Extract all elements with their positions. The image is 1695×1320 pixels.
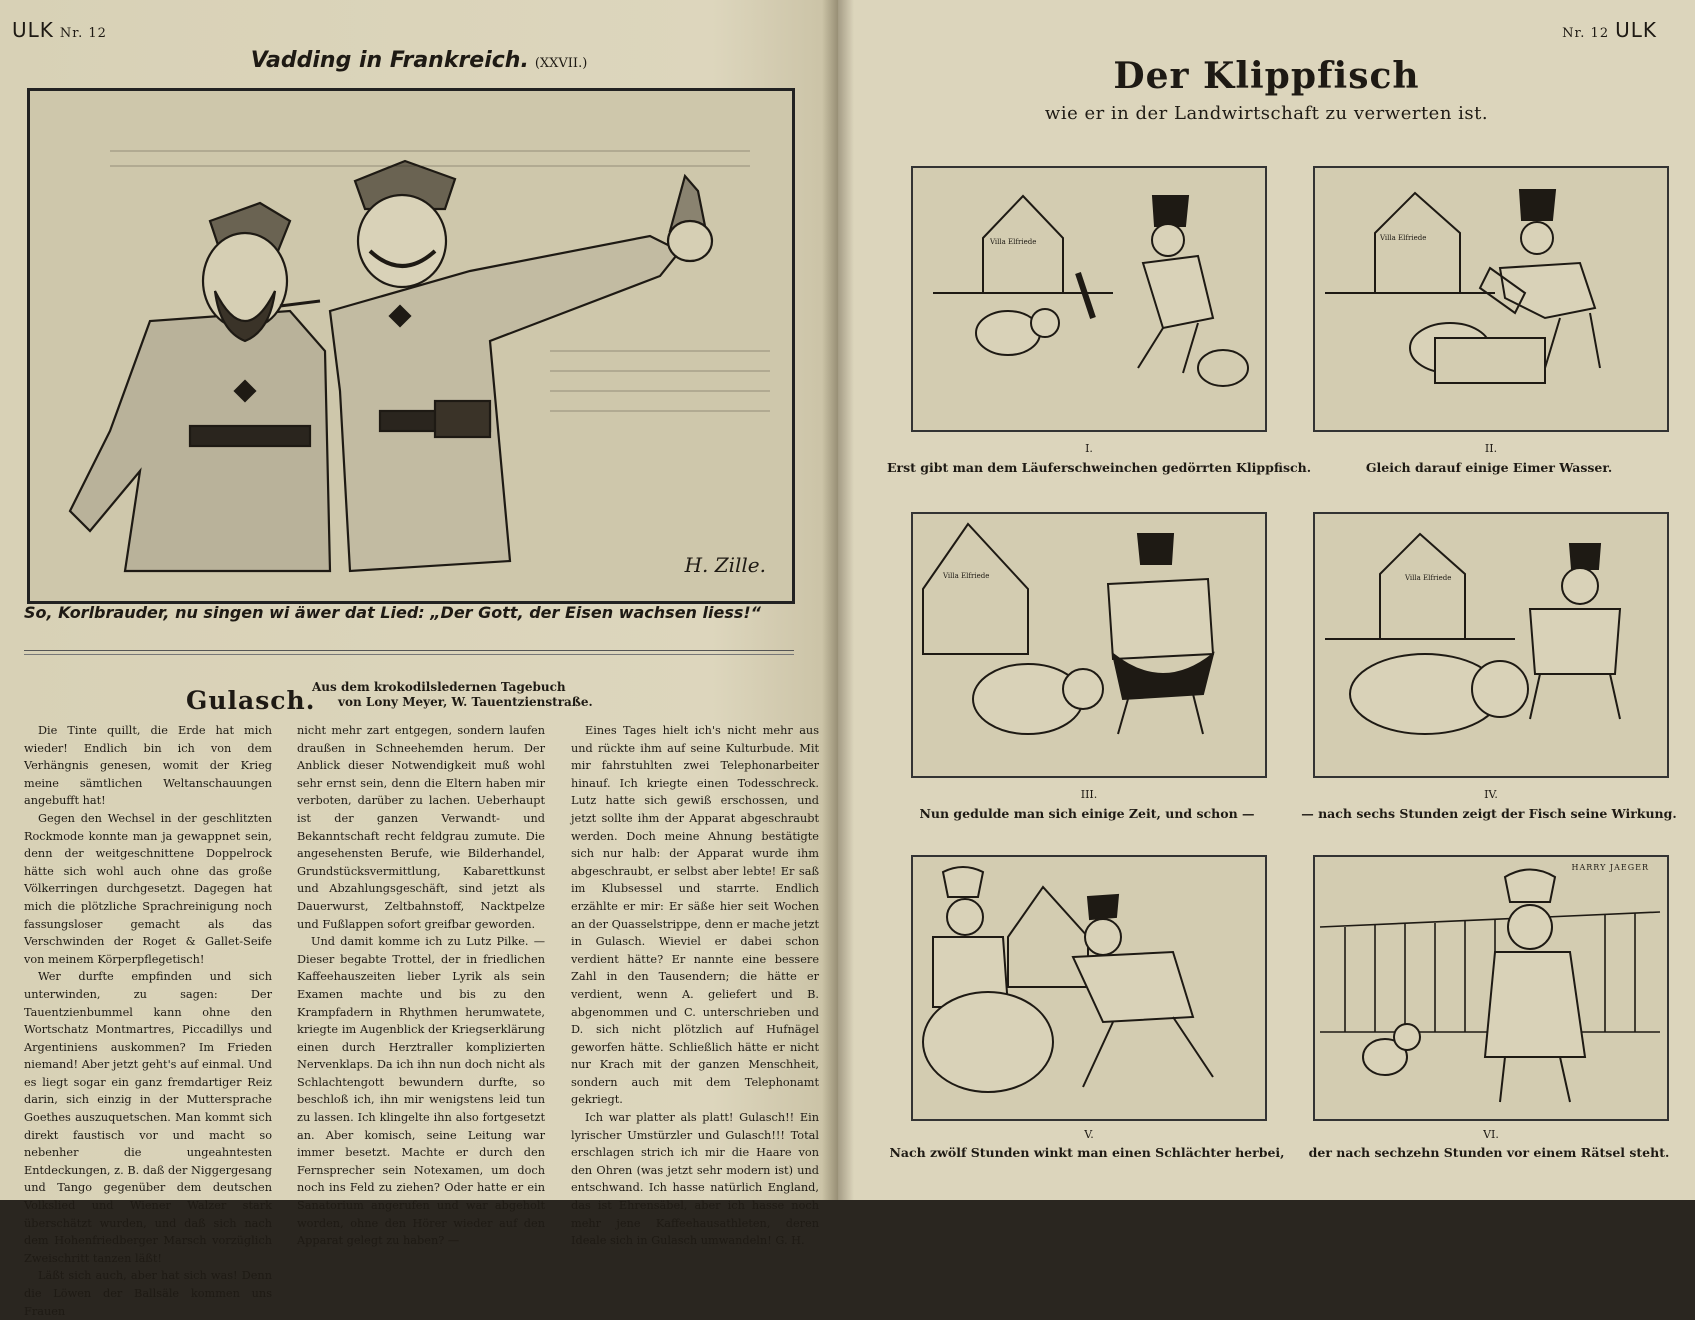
panel-number: I. — [1085, 442, 1093, 455]
panel-number: V. — [1084, 1128, 1094, 1141]
panel-drawing — [1315, 168, 1667, 430]
panel-number: III. — [1080, 788, 1098, 801]
panel-number: IV. — [1484, 788, 1498, 801]
paragraph: Läßt sich auch, aber hat sich was! Denn die Löwen der Ballsäle kommen uns Frauen — [24, 1269, 272, 1318]
comic-panel-6 — [1313, 855, 1669, 1121]
book-gutter — [822, 0, 854, 1200]
soldiers-drawing — [30, 91, 792, 601]
panel-drawing — [1315, 514, 1667, 776]
byline-line-2: von Lony Meyer, W. Tauentzienstraße. — [338, 695, 593, 709]
panel-drawing — [913, 514, 1265, 776]
comic-panel-1 — [911, 166, 1267, 432]
cartoon-title — [0, 48, 838, 73]
house-sign: Villa Elfriede — [990, 238, 1037, 246]
article-column-3 — [571, 722, 819, 1250]
house-sign: Villa Elfriede — [1380, 234, 1427, 242]
artist-signature: HARRY JAEGER — [1571, 863, 1649, 872]
article-byline — [312, 680, 593, 710]
paragraph: Eines Tages hielt ich's nicht mehr aus und rückte ihm auf seine Kulturbude. Mit mir fahrstuhlten zwei Telephonarbeiter hinauf. Ich kriegte einen Todesschreck. Lutz hatte sich gewiß erschossen, und jetzt sollte ihm der Apparat abgeschraubt werden. Doch meine Ahnung bestätigte sich nur halb: der Apparat wurde ihm abgeschraubt, er selbst aber lebte! Er saß im Klubsessel und starrte. Endlich erzählte er mir: Er säße hier seit Wochen an der Quasselstrippe, denn er mache jetzt in Gulasch. Wieviel er dabei schon verdient hätte? Er nannte eine bessere Zahl in den Tausendern; die hätte er verdient, wenn A. geliefert und B. abgenommen und C. unterschrieben und D. sich nicht plötzlich auf Hufnägel geworfen hätte. Schließlich hätte er nicht nur Krach mit der ganzen Menschheit, sondern auch mit dem Telephonamt gekriegt. — [571, 724, 819, 1107]
house-sign: Villa Elfriede — [1405, 574, 1452, 582]
right-page — [838, 0, 1695, 1200]
comic-panel-2 — [1313, 166, 1669, 432]
panel-caption: der nach sechzehn Stunden vor einem Rätsel steht. — [1308, 1145, 1670, 1160]
paragraph: Die Tinte quillt, die Erde hat mich wieder! Endlich bin ich von dem Verhängnis genesen, womit der Krieg meine sämtlichen Weltanschauungen angebufft hat! — [24, 724, 272, 808]
comic-subtitle: wie er in der Landwirtschaft zu verwerten ist. — [1044, 103, 1489, 124]
panel-caption: — nach sechs Stunden zeigt der Fisch seine Wirkung. — [1301, 806, 1677, 821]
cartoon-series-number: (XXVII.) — [534, 56, 588, 71]
issue-number: Nr. 12 — [59, 26, 107, 41]
panel-number: VI. — [1483, 1128, 1499, 1141]
panel-caption: Nach zwölf Stunden winkt man einen Schlächter herbei, — [889, 1145, 1285, 1160]
magazine-title: ULK — [12, 18, 54, 42]
paragraph: Ich war platter als platt! Gulasch!! Ein lyrischer Umstürzler und Gulasch!!! Total erschlagen strich ich mir die Haare von den Ohren (was jetzt sehr modern ist) und entschwand. Ich hasse natürlich England, das ist Ehrensäbel, aber ich hasse noch mehr jene Kaffeehausathleten, deren Ideale sich in Gulasch umwandeln! G. H. — [571, 1111, 819, 1248]
left-running-head — [12, 18, 113, 42]
cartoon-caption: So, Korlbrauder, nu singen wi äwer dat Lied: „Der Gott, der Eisen wachsen liess!“ — [24, 603, 761, 622]
article-column-2 — [297, 722, 545, 1250]
panel-caption: Nun gedulde man sich einige Zeit, und schon — — [919, 806, 1255, 821]
cartoon-illustration — [27, 88, 795, 604]
comic-panel-4 — [1313, 512, 1669, 778]
magazine-title: ULK — [1615, 18, 1657, 42]
panel-caption: Erst gibt man dem Läuferschweinchen gedörrten Klippfisch. — [887, 460, 1312, 475]
article-column-1 — [24, 722, 272, 1320]
section-divider — [24, 650, 794, 655]
byline-line-1: Aus dem krokodilsledernen Tagebuch — [312, 680, 566, 694]
paragraph: nicht mehr zart entgegen, sondern laufen draußen in Schneehemden herum. Der Anblick dieser Notwendigkeit muß wohl sehr ernst sein, denn die Eltern haben mir verboten, darüber zu lachen. Ueberhaupt ist der ganzen Verwandt- und Bekanntschaft recht feldgrau zumute. Die angesehensten Berufe, wie Bilderhandel, Grundstücksvermittlung, Kabarettkunst und Abzahlungsgeschäft, sind jetzt als Dauerwurst, Zeltbahnstoff, Nacktpelze und Fußlappen sofort greifbar geworden. — [297, 724, 545, 931]
comic-title: Der Klippfisch — [1113, 55, 1420, 97]
panel-drawing — [913, 168, 1265, 430]
artist-signature: H. Zille. — [684, 553, 766, 577]
paragraph: Gegen den Wechsel in der geschlitzten Rockmode konnte man ja gewappnet sein, denn der weitgeschnittene Doppelrock hätte sich wohl auch ohne das große Völkerringen durchgesetzt. Dagegen hat mich die plötzliche Sprachreinigung noch fassungsloser gemacht als das Verschwinden der Roget & Gallet-Seife von meinem Körperpflegetisch! — [24, 811, 272, 966]
issue-number: Nr. 12 — [1562, 26, 1610, 41]
article-title: Gulasch. — [186, 686, 316, 715]
right-running-head — [1556, 18, 1657, 42]
panel-drawing — [1315, 857, 1667, 1119]
house-sign: Villa Elfriede — [943, 572, 990, 580]
comic-panel-3 — [911, 512, 1267, 778]
left-page — [0, 0, 838, 1318]
panel-number: II. — [1484, 442, 1498, 455]
comic-panel-5 — [911, 855, 1267, 1121]
cartoon-title-text: Vadding in Frankreich. — [250, 48, 529, 73]
panel-caption: Gleich darauf einige Eimer Wasser. — [1365, 460, 1613, 475]
panel-drawing — [913, 857, 1265, 1119]
paragraph: Wer durfte empfinden und sich unterwinden, zu sagen: Der Tauentzienbummel kann ohne den Wortschatz Montmartres, Piccadillys und Argentiniens auskommen? Im Frieden niemand! Aber jetzt geht's auf einmal. Und es liegt sogar ein ganz fremdartiger Reiz darin, sich einzig in der Muttersprache Goethes auszuquetschen. Man kommt sich direkt faustisch vor und macht so nebenher die ungeahntesten Entdeckungen, z. B. daß der Niggergesang und Tango gegenüber dem deutschen Volkslied und Wiener Walzer stark überschätzt wurden, und daß sich nach dem Hohenfriedberger Marsch vorzüglich Zweischritt tanzen läßt! — [24, 970, 272, 1265]
paragraph: Und damit komme ich zu Lutz Pilke. — Dieser begabte Trottel, der in friedlichen Kaffeehauszeiten lieber Lyrik als sein Examen machte und bis zu den Krampfadern in Rhythmen herumwatete, kriegte im Augenblick der Kriegserklärung einen durch Herztraller komplizierten Nervenklaps. Da ich ihn nun doch nicht als Schlachtengott bewundern durfte, so beschloß ich, ihn mir wenigstens leid tun zu lassen. Ich klingelte ihn also fortgesetzt an. Aber komisch, seine Leitung war immer besetzt. Machte er durch den Fernsprecher sein Notexamen, um doch noch ins Feld zu ziehen? Oder hatte er ein Sanatorium angerufen und war abgeholt worden, ohne den Hörer wieder auf den Apparat gelegt zu haben? — — [297, 935, 545, 1248]
